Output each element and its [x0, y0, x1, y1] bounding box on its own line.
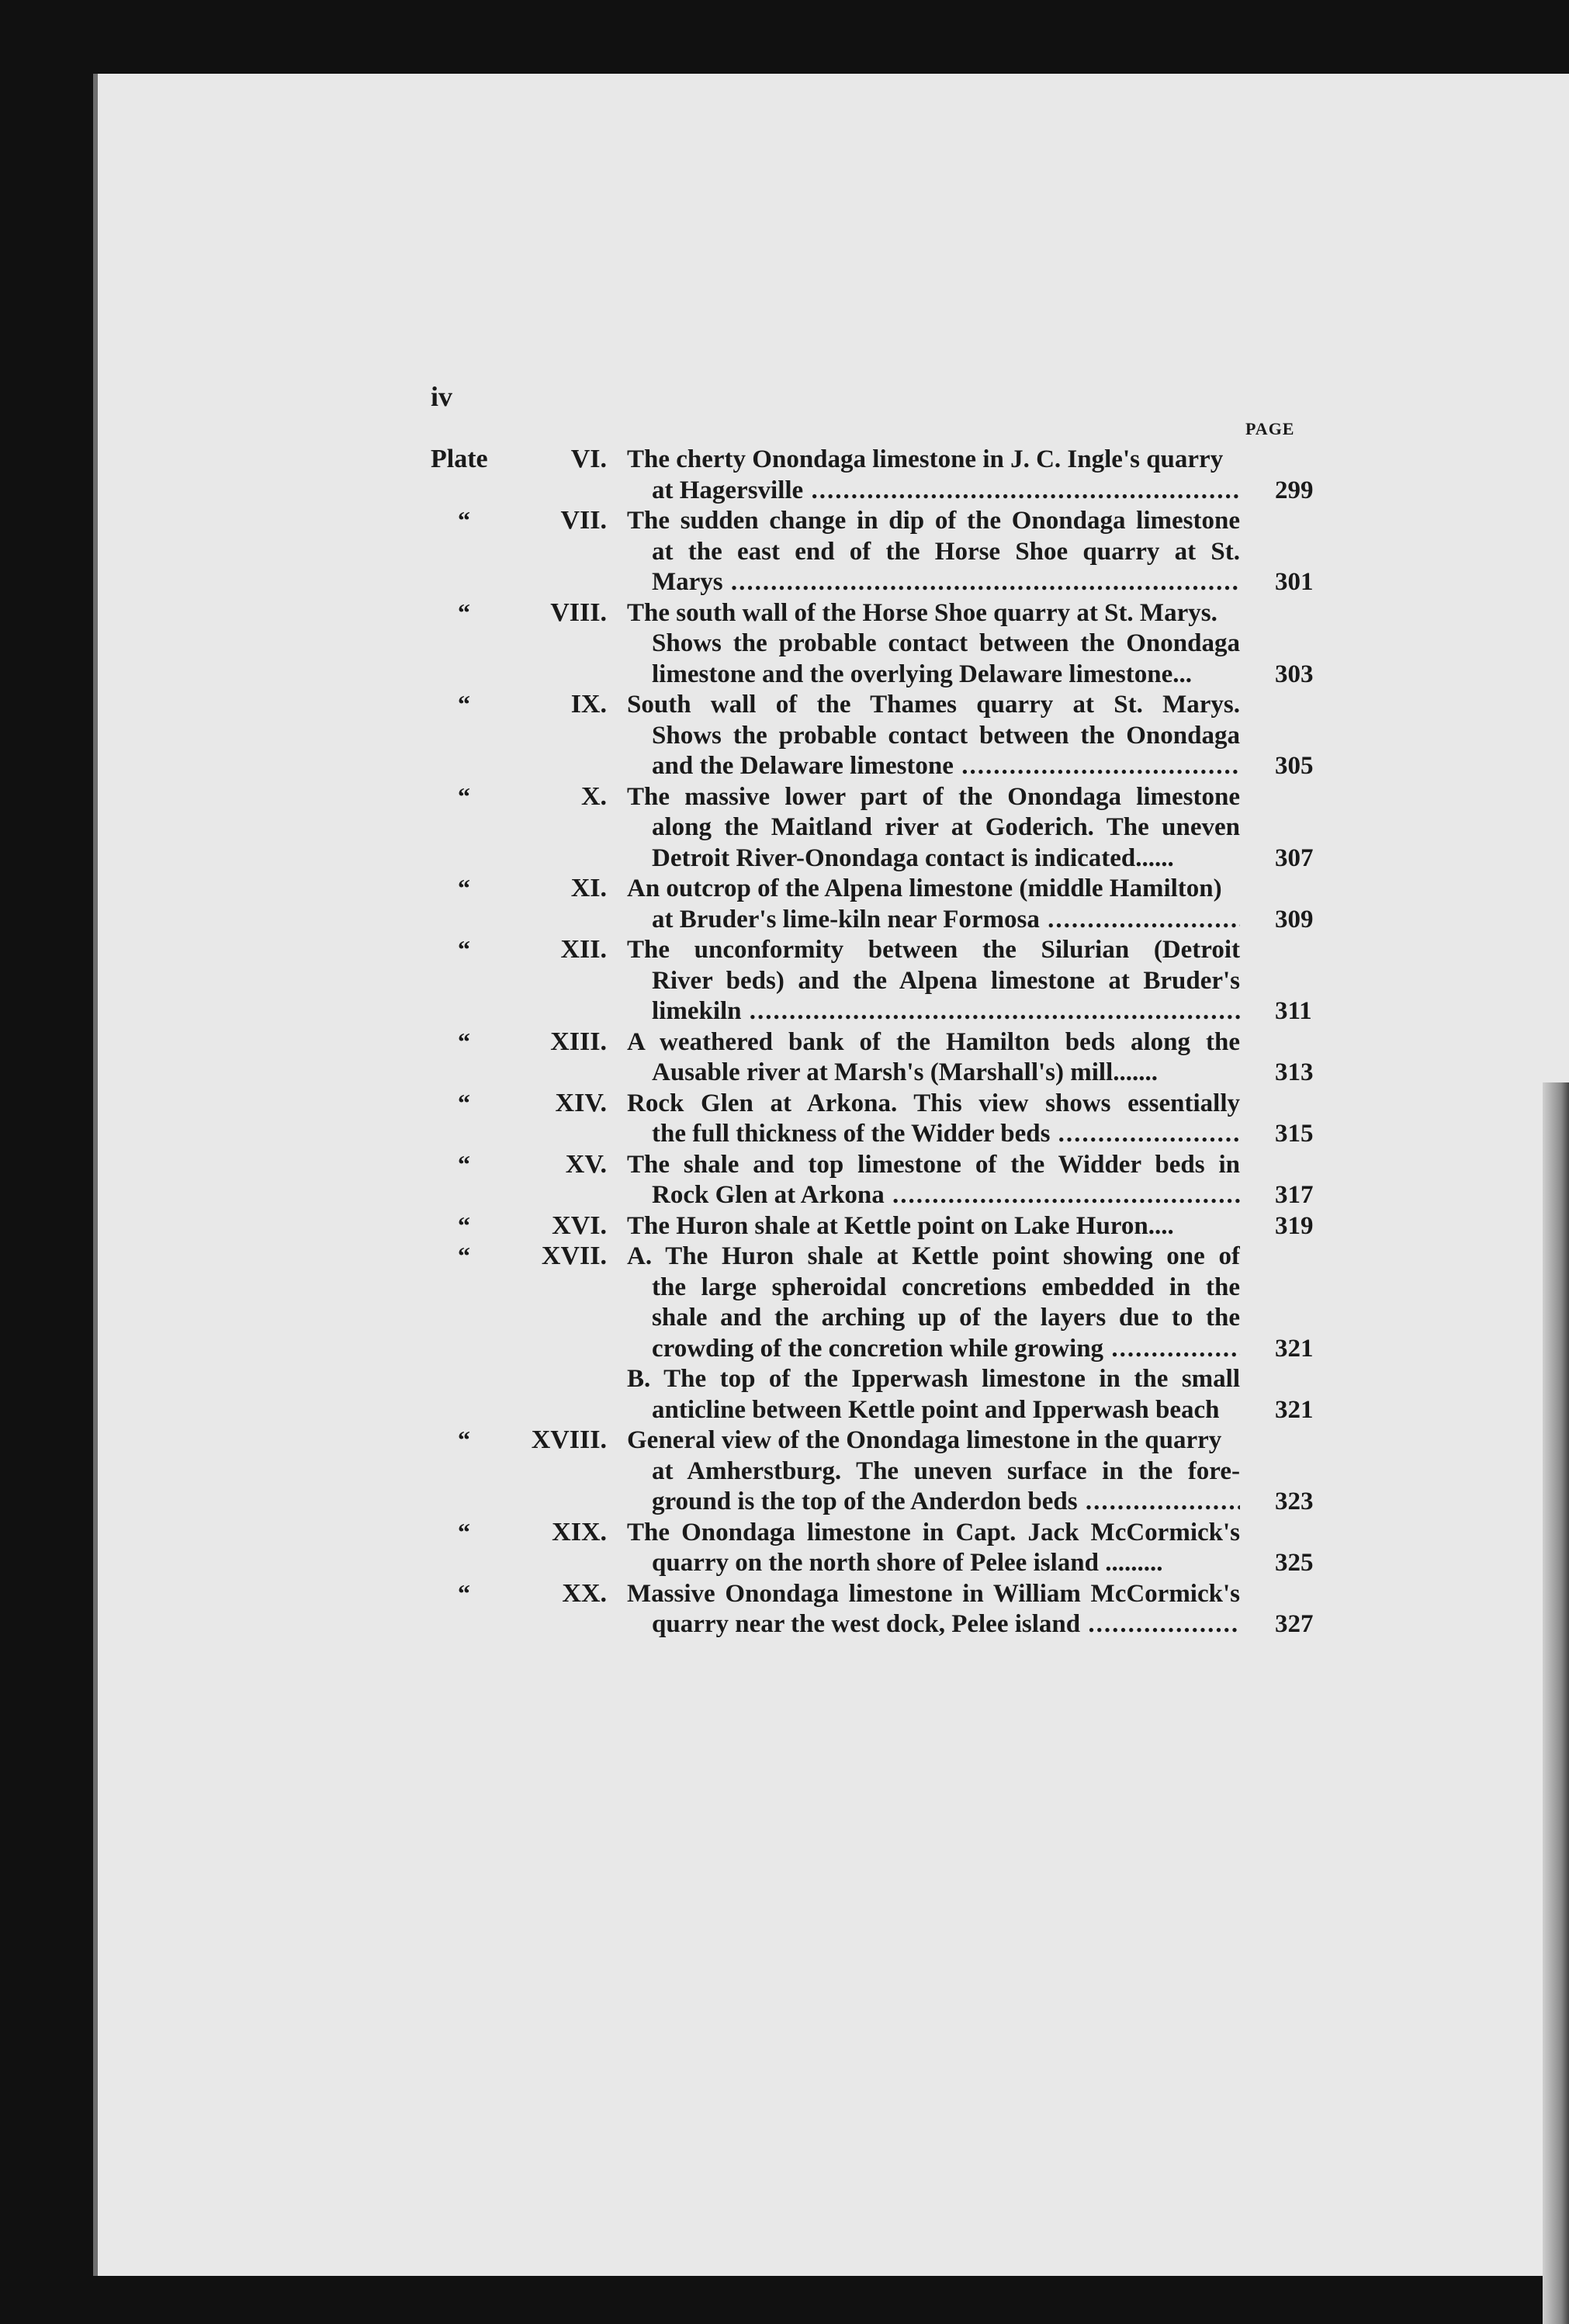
page-number: 305 — [1275, 752, 1314, 780]
entry-line — [0, 1211, 1569, 1242]
ditto-mark: “ — [458, 1425, 470, 1453]
entry-line — [0, 1150, 1569, 1181]
plate-entry — [0, 445, 1569, 506]
page-number: 317 — [1275, 1181, 1314, 1209]
page-number: 301 — [1275, 568, 1314, 596]
entry-text: at Bruder's lime-kiln near Formosa ..... — [652, 905, 1240, 936]
entry-line — [0, 874, 1569, 905]
entry-line — [0, 1579, 1569, 1610]
entry-line — [0, 1027, 1569, 1058]
ditto-mark: “ — [458, 874, 470, 902]
page-number: 323 — [1275, 1488, 1314, 1515]
entry-text: The cherty Onondaga limestone in J. C. Ingle's quarry — [627, 445, 1224, 473]
plate-numeral: XVI. — [552, 1210, 607, 1240]
entry-text: at Amherstburg. The uneven surface in the fore- — [652, 1456, 1240, 1485]
plate-entry — [0, 1579, 1569, 1640]
entry-text: River beds) and the Alpena limestone at Bruder's — [652, 966, 1240, 995]
entry-text: The shale and top limestone of the Widder beds in — [627, 1150, 1240, 1179]
ditto-mark: “ — [458, 690, 470, 718]
plate-entry — [0, 782, 1569, 875]
page-number: 315 — [1275, 1120, 1314, 1148]
entry-text: the full thickness of the Widder beds ..... — [652, 1119, 1240, 1150]
plate-entry — [0, 598, 1569, 691]
entry-line — [0, 721, 1569, 752]
entry-line — [0, 476, 1569, 507]
page-number: 321 — [1275, 1334, 1314, 1363]
plate-entry — [0, 1211, 1569, 1242]
entry-line — [0, 1609, 1569, 1640]
entry-line — [0, 1364, 1569, 1395]
entry-text: The Onondaga limestone in Capt. Jack McCormick's — [627, 1518, 1240, 1546]
entry-text: crowding of the concretion while growing ..... — [652, 1334, 1240, 1365]
ditto-mark: “ — [458, 1088, 470, 1117]
page-number: 303 — [1275, 660, 1314, 688]
plate-numeral: XI. — [570, 874, 607, 902]
plate-entry — [0, 506, 1569, 598]
entry-line — [0, 1518, 1569, 1549]
entry-text: the large spheroidal concretions embedded in the — [652, 1273, 1240, 1301]
ditto-mark: “ — [458, 1517, 470, 1546]
entry-line — [0, 996, 1569, 1027]
entry-text: limekiln ..... — [652, 996, 1240, 1027]
entry-line — [0, 1303, 1569, 1334]
entry-line — [0, 1058, 1569, 1089]
entry-text: The massive lower part of the Onondaga limestone — [627, 782, 1240, 811]
entry-text: and the Delaware limestone ..... — [652, 751, 1240, 782]
plate-entry — [0, 874, 1569, 935]
ditto-mark: “ — [458, 935, 470, 963]
entry-line — [0, 812, 1569, 843]
plate-numeral: VII. — [560, 506, 607, 535]
plate-label: Plate — [431, 445, 488, 473]
entry-line — [0, 445, 1569, 476]
plate-numeral: XV. — [565, 1149, 607, 1179]
entry-line — [0, 905, 1569, 936]
entry-text: Shows the probable contact between the Onondaga — [652, 629, 1240, 657]
entry-text: Rock Glen at Arkona. This view shows essentially — [627, 1089, 1240, 1117]
entry-line — [0, 1395, 1569, 1426]
plate-numeral: XVII. — [541, 1242, 607, 1270]
page-folio: iv — [431, 381, 453, 412]
entry-line — [0, 966, 1569, 997]
page-number: 309 — [1275, 905, 1314, 933]
plate-numeral: X. — [580, 781, 607, 811]
page-number: 307 — [1275, 843, 1314, 872]
entry-text: quarry near the west dock, Pelee island ..... — [652, 1609, 1240, 1640]
entry-line — [0, 1456, 1569, 1488]
page-number: 299 — [1275, 476, 1314, 504]
ditto-mark: “ — [458, 1578, 470, 1607]
page-number: 321 — [1275, 1395, 1314, 1424]
entry-text: Massive Onondaga limestone in William McCormick's — [627, 1579, 1240, 1608]
entry-line — [0, 1425, 1569, 1456]
plate-numeral: XIX. — [552, 1517, 607, 1546]
plate-numeral: XIV. — [555, 1088, 607, 1117]
ditto-mark: “ — [458, 1149, 470, 1178]
entry-line — [0, 1180, 1569, 1211]
plate-entry — [0, 1425, 1569, 1518]
ditto-mark: “ — [458, 597, 470, 626]
plate-entry — [0, 1242, 1569, 1425]
entry-line — [0, 1119, 1569, 1150]
plate-entry — [0, 1150, 1569, 1211]
plate-entry — [0, 1089, 1569, 1150]
entry-text: limestone and the overlying Delaware limestone... — [652, 660, 1192, 688]
entry-text: Shows the probable contact between the Onondaga — [652, 721, 1240, 750]
ditto-mark: “ — [458, 506, 470, 534]
entry-text: Rock Glen at Arkona ..... — [652, 1180, 1240, 1211]
entry-text: The south wall of the Horse Shoe quarry at St. Marys. — [627, 598, 1217, 627]
entry-line — [0, 1242, 1569, 1273]
plate-numeral: XII. — [560, 935, 607, 964]
ditto-mark: “ — [458, 1210, 470, 1239]
plate-numeral: VI. — [570, 445, 607, 473]
entry-line — [0, 506, 1569, 537]
ditto-mark: “ — [458, 1027, 470, 1055]
entry-line — [0, 843, 1569, 875]
plate-entry — [0, 690, 1569, 782]
plate-numeral: XIII. — [550, 1027, 607, 1056]
entry-line — [0, 782, 1569, 813]
entry-line — [0, 629, 1569, 660]
entry-text: B. The top of the Ipperwash limestone in the small — [627, 1365, 1240, 1393]
entry-text: Detroit River-Onondaga contact is indicated...... — [652, 843, 1174, 872]
plate-entry — [0, 935, 1569, 1027]
plate-list — [0, 445, 1569, 1640]
entry-text: General view of the Onondaga limestone in the quarry — [627, 1426, 1222, 1454]
plate-entry — [0, 1518, 1569, 1579]
page-number: 327 — [1275, 1610, 1314, 1638]
entry-line — [0, 660, 1569, 691]
page-number: 311 — [1275, 997, 1312, 1025]
page-number: 313 — [1275, 1058, 1314, 1086]
entry-text: A weathered bank of the Hamilton beds along the — [627, 1027, 1240, 1056]
entry-line — [0, 935, 1569, 966]
entry-text: The Huron shale at Kettle point on Lake Huron.... — [627, 1211, 1174, 1240]
entry-line — [0, 1334, 1569, 1365]
entry-line — [0, 1548, 1569, 1579]
entry-text: anticline between Kettle point and Ipperwash beach — [652, 1395, 1220, 1424]
page-number: 325 — [1275, 1549, 1314, 1577]
ditto-mark: “ — [458, 1242, 470, 1269]
plate-numeral: IX. — [570, 690, 607, 719]
plate-entry — [0, 1027, 1569, 1089]
entry-line — [0, 537, 1569, 568]
plate-numeral: VIII. — [550, 597, 607, 627]
entry-line — [0, 598, 1569, 629]
entry-text: along the Maitland river at Goderich. The uneven — [652, 813, 1240, 841]
plate-numeral: XVIII. — [531, 1425, 607, 1454]
entry-line — [0, 1487, 1569, 1518]
entry-text: A. The Huron shale at Kettle point showing one of — [627, 1242, 1240, 1270]
entry-text: Ausable river at Marsh's (Marshall's) mill....... — [652, 1058, 1159, 1086]
entry-text: South wall of the Thames quarry at St. Marys. — [627, 691, 1240, 719]
page-number: 319 — [1275, 1211, 1314, 1240]
entry-line — [0, 567, 1569, 598]
ditto-mark: “ — [458, 781, 470, 810]
entry-text: shale and the arching up of the layers due to the — [652, 1304, 1240, 1332]
entry-text: ground is the top of the Anderdon beds ..... — [652, 1487, 1240, 1518]
entry-line — [0, 1089, 1569, 1120]
entry-line — [0, 751, 1569, 782]
entry-text: The unconformity between the Silurian (Detroit — [627, 936, 1240, 964]
entry-text: at the east end of the Horse Shoe quarry at St. — [652, 537, 1240, 566]
entry-text: The sudden change in dip of the Onondaga limestone — [627, 507, 1240, 535]
entry-text: An outcrop of the Alpena limestone (middle Hamilton) — [627, 875, 1222, 902]
page-column-heading: PAGE — [1245, 419, 1295, 438]
entry-text: quarry on the north shore of Pelee island ......... — [652, 1549, 1163, 1577]
entry-text: Marys ..... — [652, 567, 1240, 598]
plate-numeral: XX. — [562, 1578, 607, 1608]
entry-text: at Hagersville ..... — [652, 476, 1240, 507]
entry-line — [0, 690, 1569, 721]
entry-line — [0, 1273, 1569, 1304]
